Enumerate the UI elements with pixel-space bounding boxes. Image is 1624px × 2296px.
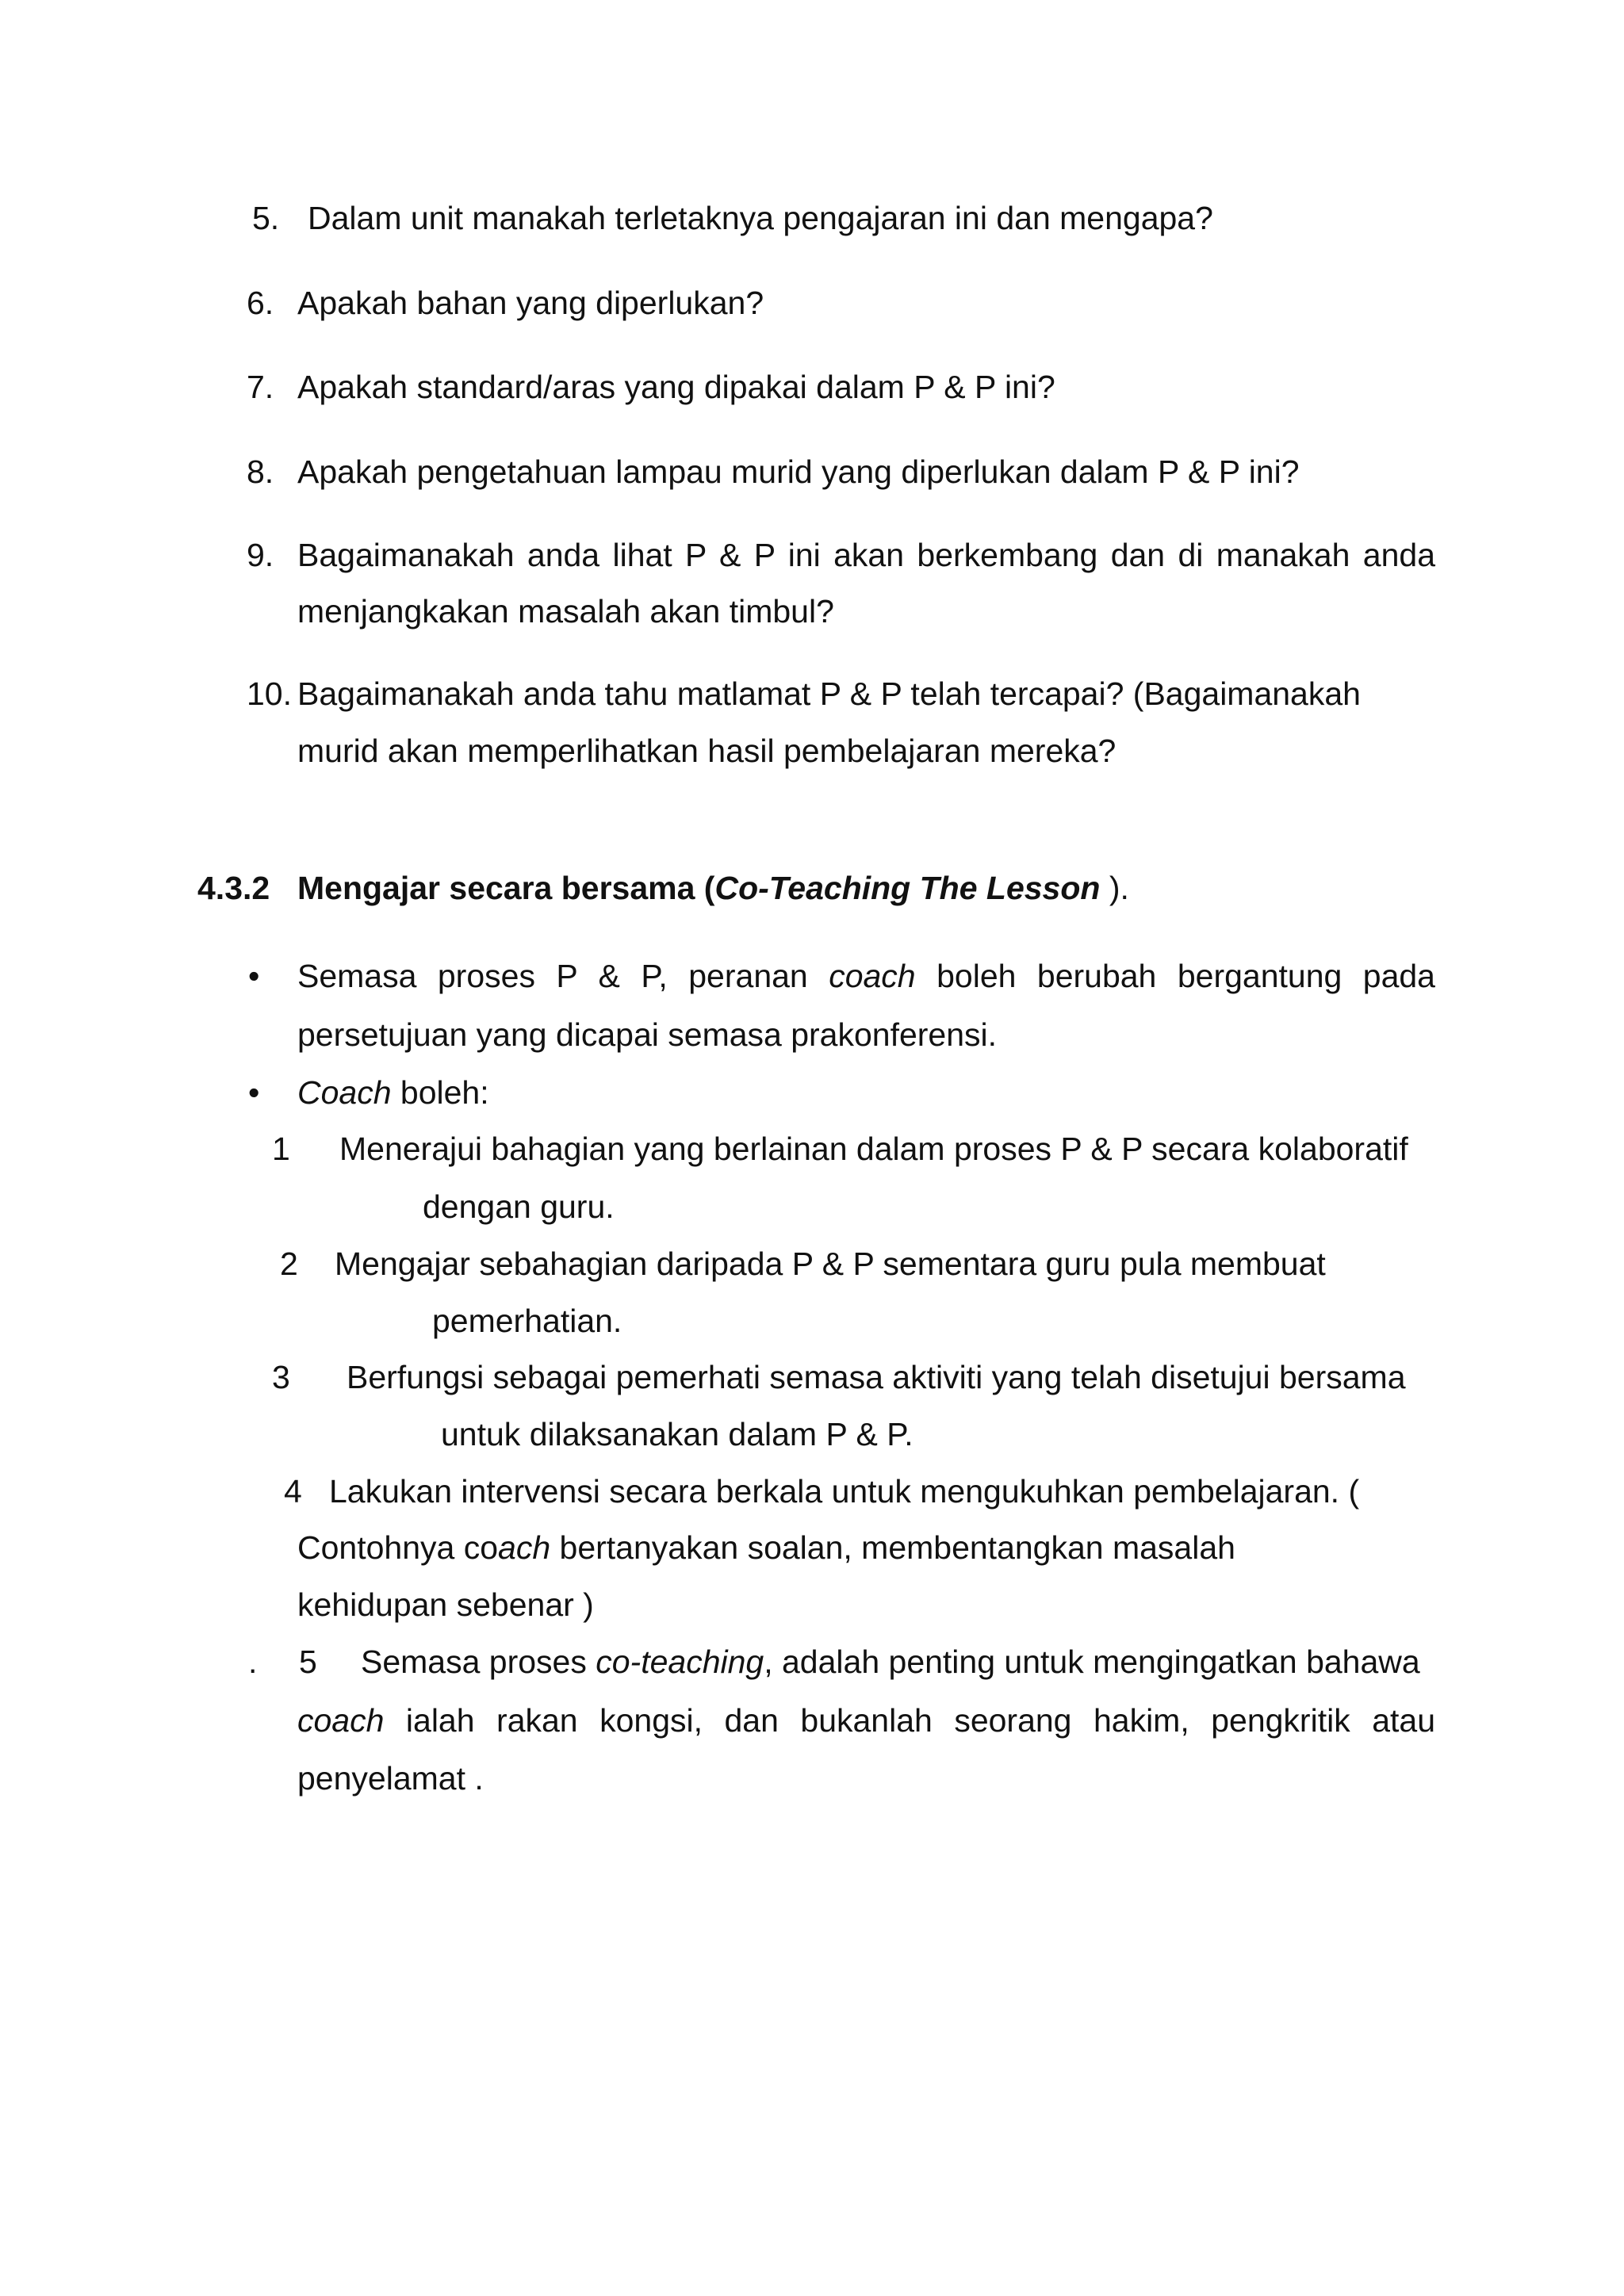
bullet-text: Semasa proses P & P, peranan coach boleh berubah bergantung pada xyxy=(297,958,1435,994)
question-text: Dalam unit manakah terletaknya pengajaran ini dan mengapa? xyxy=(308,200,1213,236)
section-number: 4.3.2 xyxy=(197,870,270,906)
question-text: Bagaimanakah anda tahu matlamat P & P telah tercapai? (Bagaimanakah xyxy=(297,675,1361,712)
question-text-continued: murid akan memperlihatkan hasil pembelajaran mereka? xyxy=(297,733,1116,769)
step-text: Berfungsi sebagai pemerhati semasa aktiviti yang telah disetujui bersama xyxy=(347,1359,1406,1395)
section-title-start: Mengajar secara bersama ( xyxy=(297,870,715,906)
step-number: 3 xyxy=(272,1359,290,1395)
question-number: 5. xyxy=(252,200,280,236)
question-text: Apakah pengetahuan lampau murid yang diperlukan dalam P & P ini? xyxy=(297,453,1300,490)
question-number: 10. xyxy=(247,675,292,712)
step-text-continued: kehidupan sebenar ) xyxy=(297,1586,594,1623)
step-number: 4 xyxy=(284,1473,302,1510)
question-text-continued: menjangkakan masalah akan timbul? xyxy=(297,593,834,629)
step-number: 5 xyxy=(299,1644,317,1680)
question-number: 7. xyxy=(247,369,274,405)
step-number: 1 xyxy=(272,1131,290,1167)
step-text-continued: pemerhatian. xyxy=(432,1303,622,1339)
bullet-text: Coach boleh: xyxy=(297,1074,489,1111)
question-number: 9. xyxy=(247,537,274,573)
step-number: 2 xyxy=(280,1246,298,1282)
bullet-marker: • xyxy=(248,958,260,994)
step-text: Lakukan intervensi secara berkala untuk mengukuhkan pembelajaran. ( xyxy=(329,1473,1360,1510)
section-title-end: ). xyxy=(1100,870,1129,906)
step-text: Semasa proses co-teaching, adalah penting untuk mengingatkan bahawa xyxy=(361,1644,1420,1680)
question-number: 6. xyxy=(247,285,274,321)
question-number: 8. xyxy=(247,453,274,490)
step-text-continued: Contohnya coach bertanyakan soalan, membentangkan masalah xyxy=(297,1529,1235,1566)
bullet-text-continued: persetujuan yang dicapai semasa prakonferensi. xyxy=(297,1016,998,1053)
bullet-marker: • xyxy=(248,1074,260,1111)
step-text-continued: penyelamat . xyxy=(297,1760,484,1797)
question-text: Apakah bahan yang diperlukan? xyxy=(297,285,764,321)
section-heading xyxy=(297,868,1129,908)
question-text: Apakah standard/aras yang dipakai dalam P & P ini? xyxy=(297,369,1055,405)
step-text-continued: untuk dilaksanakan dalam P & P. xyxy=(441,1416,914,1452)
section-title-italic: Co-Teaching The Lesson xyxy=(714,870,1101,906)
stray-dot: . xyxy=(248,1644,258,1680)
step-text: Mengajar sebahagian daripada P & P sementara guru pula membuat xyxy=(335,1246,1326,1282)
step-text: Menerajui bahagian yang berlainan dalam proses P & P secara kolaboratif xyxy=(339,1131,1408,1167)
step-text-continued: coach ialah rakan kongsi, dan bukanlah seorang hakim, pengkritik atau xyxy=(297,1702,1435,1739)
step-text-continued: dengan guru. xyxy=(423,1188,615,1225)
question-text: Bagaimanakah anda lihat P & P ini akan berkembang dan di manakah anda xyxy=(297,537,1435,573)
